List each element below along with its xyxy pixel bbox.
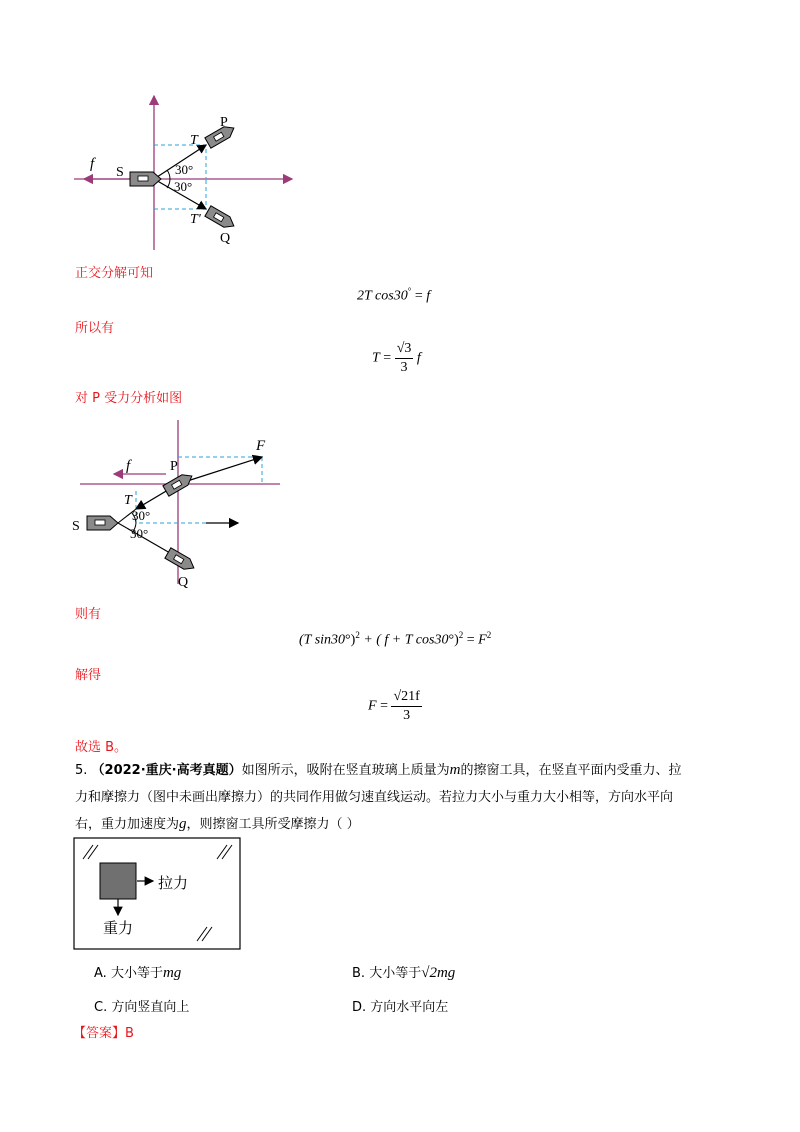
angle-arc-top <box>167 170 170 179</box>
answer <box>73 1022 134 1041</box>
cleaner-block <box>100 863 136 899</box>
formula-4-rhs: F <box>478 632 487 648</box>
option-a-math: mg <box>162 965 182 981</box>
option-a-key: A. <box>94 966 107 981</box>
formula-4-part-b-close: °) <box>448 632 459 648</box>
label-p-2: P <box>170 459 178 474</box>
question-line-3b-text: ，则擦窗工具所受摩擦力（ ） <box>186 817 360 832</box>
label-s-2: S <box>72 519 80 534</box>
boat-q <box>205 206 237 231</box>
option-a-text: 大小等于 <box>110 966 163 981</box>
label-s: S <box>116 165 124 180</box>
formula-4-power-2: 2 <box>458 630 464 640</box>
option-c[interactable] <box>94 996 189 1015</box>
boat-s <box>130 172 161 186</box>
question-5 <box>75 757 735 838</box>
option-c-text: 方向竖直向上 <box>111 1000 190 1015</box>
label-t-2: T <box>124 493 132 508</box>
option-b-key: B. <box>352 966 366 981</box>
question-line-2: 力和摩擦力（图中未画出摩擦力）的共同作用做匀速直线运动。若拉力大小与重力大小相等，方向水平向 <box>75 790 674 805</box>
formula-4 <box>299 630 491 649</box>
formula-4-power-1: 2 <box>355 630 360 640</box>
formula-5-lhs: F <box>368 698 377 714</box>
force-diagram-1 <box>70 92 300 252</box>
glass-frame <box>74 838 240 949</box>
formula-2-eq: = <box>383 350 392 366</box>
label-q: Q <box>220 231 231 246</box>
formula-5-den: 3 <box>403 708 411 723</box>
question-line-1-text: 如图所示，吸附在竖直玻璃上质量为 <box>241 763 450 778</box>
gravity-label: 重力 <box>103 919 134 937</box>
option-b[interactable] <box>352 962 455 982</box>
step-3-text: 对 P 受力分析如图 <box>75 391 183 406</box>
question-line-3 <box>75 811 735 838</box>
formula-2-rhs: f <box>416 350 421 366</box>
force-diagram-2 <box>70 410 300 594</box>
window-cleaner-figure <box>73 837 243 951</box>
formula-5-num: √21f <box>391 688 421 707</box>
formula-4-part-a: (T sin30 <box>299 632 346 648</box>
formula-2 <box>372 340 421 377</box>
formula-2-den: 3 <box>400 360 408 375</box>
option-d[interactable] <box>352 996 448 1015</box>
question-var-m: m <box>449 762 461 778</box>
formula-4-part-b: + ( f + T cos30 <box>359 632 449 648</box>
option-b-text: 大小等于 <box>369 966 422 981</box>
question-line-1 <box>75 757 735 784</box>
label-p: P <box>220 115 228 130</box>
step-2-text: 所以有 <box>75 321 115 336</box>
question-line-3a-text: 右，重力加速度为 <box>75 817 180 832</box>
option-d-key: D. <box>352 1000 367 1015</box>
formula-1-degree: ° <box>407 286 412 296</box>
step-5-text: 解得 <box>75 668 102 683</box>
formula-1-lhs: 2T cos30 <box>357 288 408 304</box>
question-line-1b-text: 的擦窗工具，在竖直平面内受重力、拉 <box>460 763 682 778</box>
label-t-top: T <box>190 133 198 148</box>
label-angle-top-2: 30° <box>132 508 151 523</box>
question-number: 5. <box>75 763 88 778</box>
step-1-text: 正交分解可知 <box>75 266 154 281</box>
formula-2-fraction <box>395 340 414 377</box>
formula-5 <box>368 688 422 725</box>
formula-1-eq: = <box>414 288 423 304</box>
label-angle-bottom-2: 30° <box>130 526 149 541</box>
option-c-key: C. <box>94 1000 108 1015</box>
formula-5-fraction <box>391 688 421 725</box>
answer-value: B <box>125 1026 134 1041</box>
formula-2-lhs: T <box>372 350 380 366</box>
angle-arc-bottom <box>167 179 170 188</box>
formula-4-part-a-close: °) <box>345 632 356 648</box>
answer-label: 【答案】 <box>73 1026 126 1041</box>
question-var-g: g <box>179 816 187 832</box>
boat-s-2 <box>87 516 118 530</box>
label-t-bottom: T' <box>190 212 201 227</box>
label-F: F <box>256 438 266 454</box>
conclusion-text: 故选 B。 <box>75 740 128 755</box>
question-source: （2022·重庆·高考真题） <box>91 763 242 778</box>
label-q-2: Q <box>178 575 189 590</box>
label-f: f <box>90 156 95 172</box>
label-angle-bottom: 30° <box>174 179 193 194</box>
formula-2-num: √3 <box>395 340 414 359</box>
formula-1-rhs: f <box>426 288 431 304</box>
formula-5-eq: = <box>380 698 388 714</box>
label-angle-top: 30° <box>175 162 194 177</box>
formula-1 <box>357 286 430 305</box>
option-a[interactable] <box>94 962 181 982</box>
label-f-2: f <box>126 458 131 474</box>
formula-4-power-3: 2 <box>486 630 492 640</box>
option-d-text: 方向水平向左 <box>370 1000 449 1015</box>
formula-4-eq: = <box>463 632 479 648</box>
boat-q-2 <box>165 548 197 573</box>
pull-force-label: 拉力 <box>158 874 189 892</box>
option-b-math: √2mg <box>421 965 456 981</box>
step-4-text: 则有 <box>75 607 102 622</box>
